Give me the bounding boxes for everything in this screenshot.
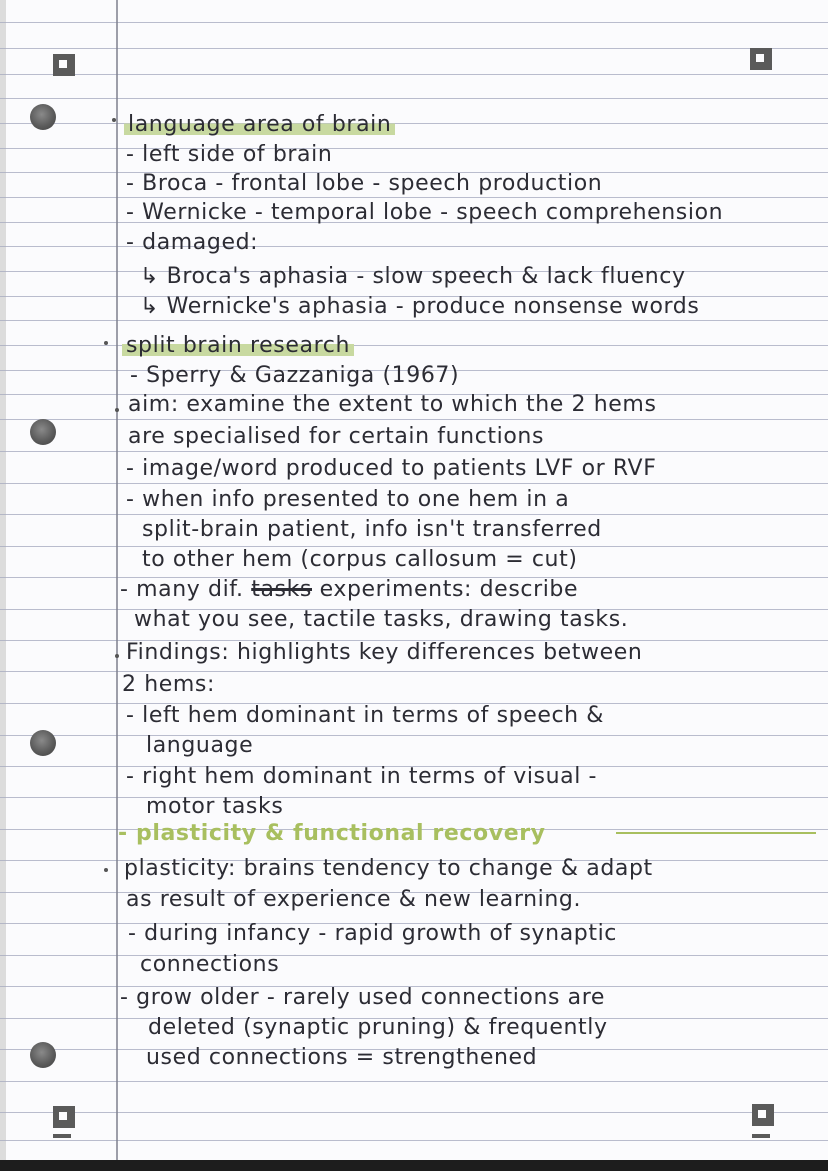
note-line: split-brain patient, info isn't transferred	[142, 517, 602, 542]
highlighted-heading: split brain research	[122, 333, 354, 358]
bullet-dot-icon	[115, 654, 119, 658]
note-line: - Broca - frontal lobe - speech production	[126, 171, 603, 196]
note-line: aim: examine the extent to which the 2 hems	[128, 392, 657, 417]
note-line: language	[146, 733, 254, 758]
note-line: deleted (synaptic pruning) & frequently	[148, 1015, 608, 1040]
note-line: as result of experience & new learning.	[126, 887, 582, 912]
note-line: - when info presented to one hem in a	[126, 487, 570, 512]
note-text: - many dif.	[120, 577, 244, 602]
note-line: - during infancy - rapid growth of synaptic	[128, 921, 617, 946]
note-line: motor tasks	[146, 794, 284, 819]
note-line: - left side of brain	[126, 142, 333, 167]
note-line: - Sperry & Gazzaniga (1967)	[130, 363, 460, 388]
note-line: plasticity: brains tendency to change & adapt	[124, 856, 653, 881]
section-heading-plasticity: - plasticity & functional recovery	[118, 821, 546, 846]
note-line	[120, 578, 578, 602]
note-line: to other hem (corpus callosum = cut)	[142, 547, 578, 572]
crossed-out-word: tasks	[251, 577, 312, 602]
note-text: experiments: describe	[319, 577, 579, 602]
note-line: - image/word produced to patients LVF or RVF	[126, 456, 657, 481]
heading-language-area	[124, 113, 395, 137]
note-line: - right hem dominant in terms of visual -	[126, 764, 598, 789]
note-line: ↳ Broca's aphasia - slow speech & lack fluency	[140, 264, 686, 289]
heading-underline	[616, 832, 816, 834]
note-line: - Wernicke - temporal lobe - speech comprehension	[126, 200, 724, 225]
heading-split-brain	[122, 334, 354, 358]
note-line: - grow older - rarely used connections are	[120, 985, 606, 1010]
note-line: what you see, tactile tasks, drawing tasks.	[134, 607, 629, 632]
note-line: are specialised for certain functions	[128, 424, 545, 449]
note-line: 2 hems:	[122, 672, 215, 697]
bullet-dot-icon	[104, 868, 108, 872]
bullet-dot-icon	[115, 408, 119, 412]
bullet-dot-icon	[104, 341, 108, 345]
note-line: - damaged:	[126, 230, 259, 255]
note-line: used connections = strengthened	[146, 1045, 538, 1070]
note-line: - left hem dominant in terms of speech &	[126, 703, 605, 728]
note-line: Findings: highlights key differences between	[126, 640, 643, 665]
bullet-dot-icon	[112, 118, 116, 122]
note-line: connections	[140, 952, 280, 977]
highlighted-heading: language area of brain	[124, 112, 395, 137]
note-line: ↳ Wernicke's aphasia - produce nonsense words	[140, 294, 700, 319]
